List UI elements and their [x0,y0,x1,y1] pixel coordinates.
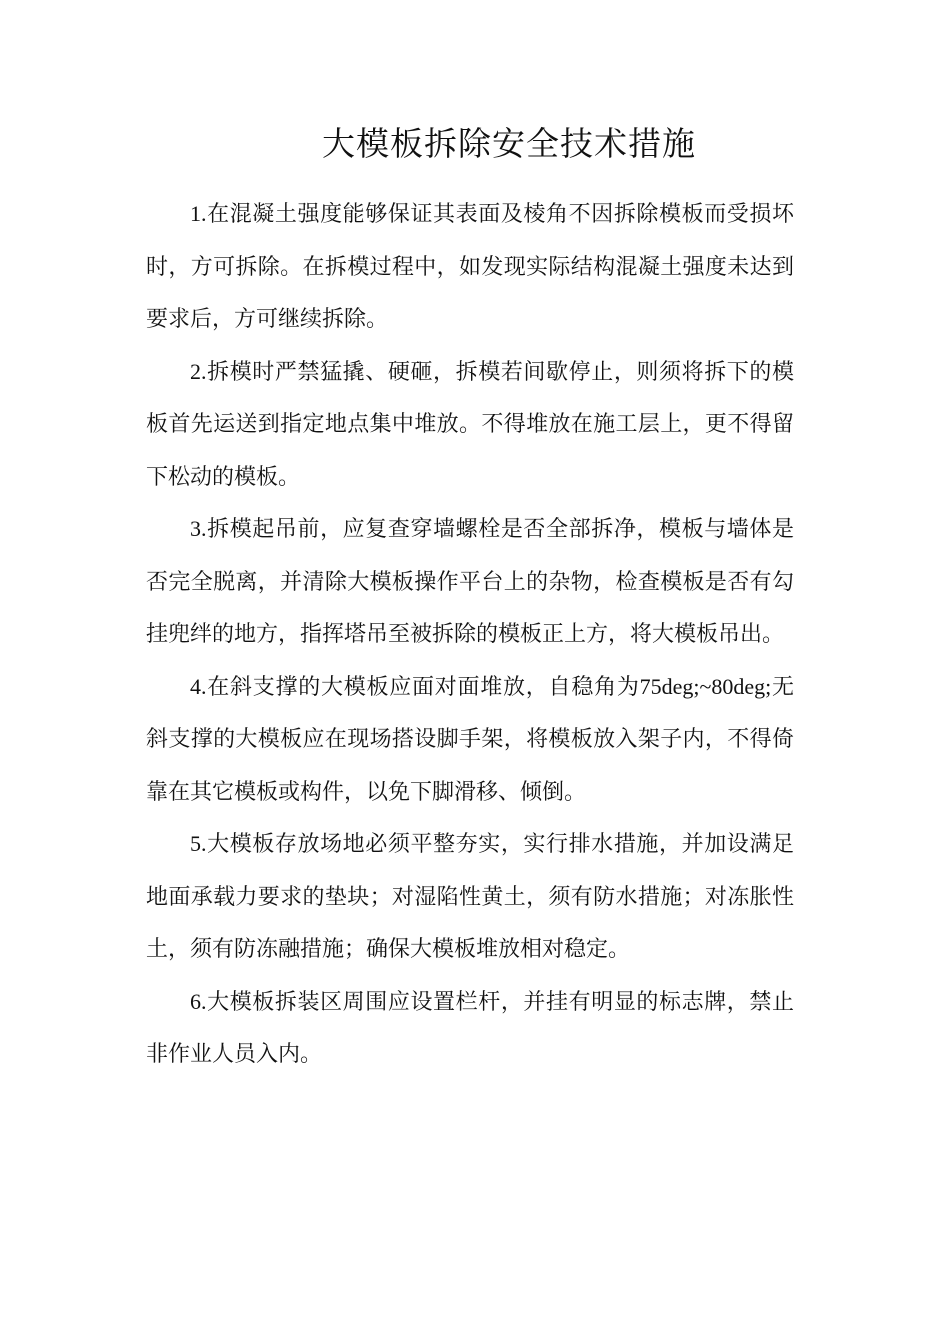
document-title: 大模板拆除安全技术措施 [322,127,696,163]
paragraph-3: 3.拆模起吊前，应复查穿墙螺栓是否全部拆净，模板与墙体是否完全脱离，并清除大模板操作平台上的杂物，检查模板是否有勾挂兜绊的地方，指挥塔吊至被拆除的模板正上方，将大模板吊出。 [146,516,794,646]
paragraph-6: 6.大模板拆装区周围应设置栏杆，并挂有明显的标志牌，禁止非作业人员入内。 [146,988,794,1066]
document-body [146,188,794,1081]
paragraph-1: 1.在混凝土强度能够保证其表面及棱角不因拆除模板而受损坏时，方可拆除。在拆模过程中，如发现实际结构混凝土强度未达到要求后，方可继续拆除。 [146,201,794,331]
paragraph-4: 4.在斜支撑的大模板应面对面堆放，自稳角为75deg;~80deg;无斜支撑的大模板应在现场搭设脚手架，将模板放入架子内，不得倚靠在其它模板或构件，以免下脚滑移、倾倒。 [146,673,794,804]
paragraph-2: 2.拆模时严禁猛撬、硬砸，拆模若间歇停止，则须将拆下的模板首先运送到指定地点集中堆放。不得堆放在施工层上，更不得留下松动的模板。 [146,358,794,489]
paragraph-5: 5.大模板存放场地必须平整夯实，实行排水措施，并加设满足地面承载力要求的垫块；对湿陷性黄土，须有防水措施；对冻胀性土，须有防冻融措施；确保大模板堆放相对稳定。 [146,831,794,961]
